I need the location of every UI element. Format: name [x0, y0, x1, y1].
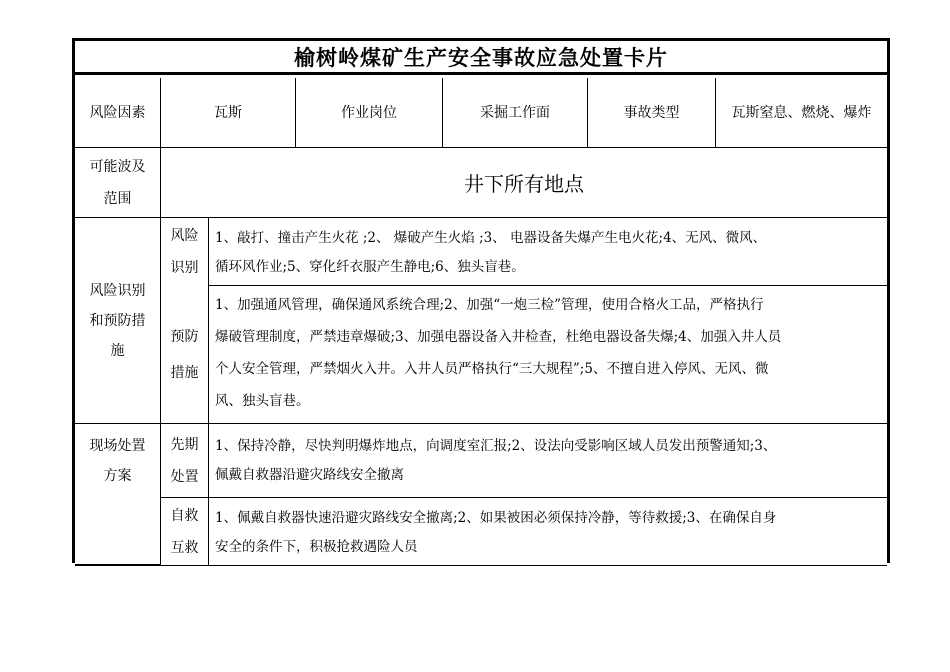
early-line2: 佩戴自救器沿避灾路线安全撤离: [215, 467, 404, 483]
self-rescue-label: [161, 498, 208, 565]
identify-line1: 1、敲打、撞击产生火花 ;2、 爆破产生火焰 ;3、 电器设备失爆产生电火花;4、无风、微风、: [215, 230, 767, 246]
early-content: [209, 424, 887, 497]
scope-label: [75, 148, 160, 217]
early-label: [161, 424, 208, 497]
self-rescue-content: [209, 498, 887, 565]
identify-content: [209, 218, 887, 285]
risk-section-label-line3: 施: [110, 342, 125, 359]
self-rescue-label-line2: 互救: [170, 539, 199, 556]
self-rescue-line2: 安全的条件下，积极抢救遇险人员: [215, 539, 418, 555]
risk-factor-label: 风险因素: [89, 104, 146, 121]
accident-type-value: 瓦斯窒息、燃烧、爆炸: [731, 104, 872, 121]
bottom-border-right: [160, 565, 887, 566]
prevent-line1: 1、加强通风管理，确保通风系统合理;2、加强“一炮三检”管理，使用合格火工品，严格执行: [215, 297, 764, 313]
accident-type-label: 事故类型: [623, 104, 680, 121]
early-label-line1: 先期: [170, 436, 199, 453]
early-label-line2: 处置: [170, 468, 199, 485]
scope-label-line1: 可能波及: [89, 158, 146, 175]
prevent-line4: 风、独头盲巷。: [215, 393, 310, 409]
self-rescue-label-line1: 自救: [170, 507, 199, 524]
post-label: 作业岗位: [341, 104, 397, 121]
emergency-card: [72, 38, 890, 563]
prevent-label-line2: 措施: [170, 364, 199, 381]
prevent-label-line1: 预防: [170, 328, 199, 345]
identify-label: [161, 218, 208, 285]
bottom-border-left: [75, 564, 160, 566]
plan-section-label-line1: 现场处置: [89, 438, 146, 454]
scope-label-line2: 范围: [103, 190, 132, 207]
identify-label-line2: 识别: [170, 259, 199, 276]
card-title: 榆树岭煤矿生产安全事故应急处置卡片: [75, 41, 887, 75]
prevent-label: [161, 286, 208, 423]
scope-value: 井下所有地点: [464, 172, 584, 196]
prevent-line2: 爆破管理制度，严禁违章爆破;3、加强电器设备入井检查，杜绝电器设备失爆;4、加强入井人员: [215, 329, 782, 345]
risk-factor-value: 瓦斯: [214, 104, 242, 121]
risk-section-label-line2: 和预防措: [89, 312, 146, 329]
self-rescue-line1: 1、佩戴自救器快速沿避灾路线安全撤离;2、如果被困必须保持冷静，等待救援;3、在确保自身: [215, 510, 777, 526]
plan-section-label-line2: 方案: [103, 468, 132, 484]
risk-section-label-line1: 风险识别: [89, 282, 146, 299]
early-line1: 1、保持冷静，尽快判明爆炸地点，向调度室汇报;2、设法向受影响区域人员发出预警通知;3、: [215, 438, 777, 454]
prevent-line3: 个人安全管理，严禁烟火入井。入井人员严格执行“三大规程”;5、不擅自进入停风、无风、微: [215, 361, 769, 377]
plan-section-label: [75, 424, 160, 498]
identify-label-line1: 风险: [170, 227, 199, 244]
identify-line2: 循环风作业;5、穿化纤衣服产生静电;6、独头盲巷。: [215, 259, 525, 275]
prevent-content: [209, 286, 887, 423]
post-value: 采掘工作面: [480, 104, 550, 121]
risk-section-label: [75, 218, 160, 423]
